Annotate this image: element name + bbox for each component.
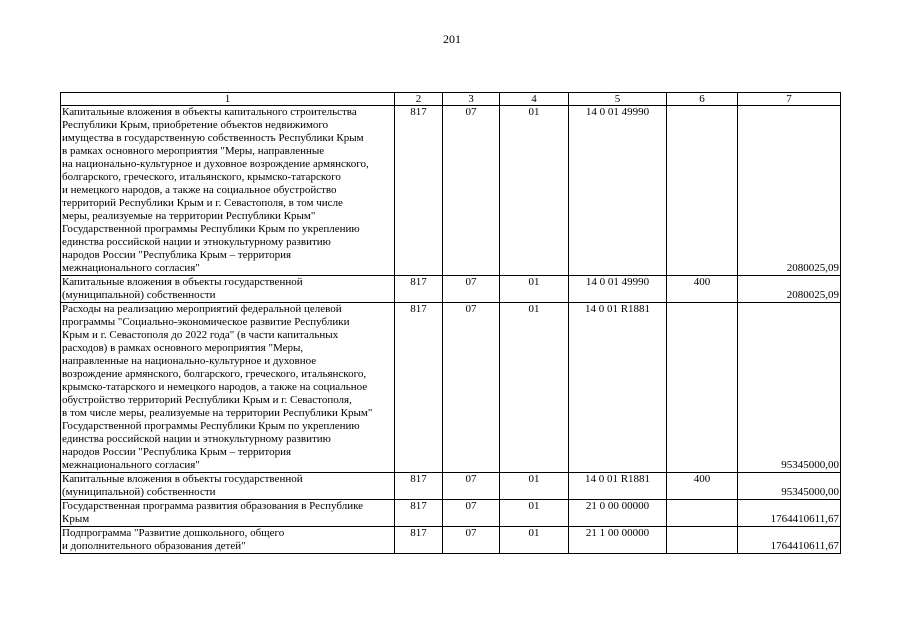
amount-cell: 1764410611,67	[738, 500, 841, 527]
header-cell: 4	[500, 93, 569, 106]
section-code-cell: 07	[443, 303, 500, 473]
section-code-cell: 07	[443, 473, 500, 500]
subsection-code-cell: 01	[500, 473, 569, 500]
ministry-code-cell: 817	[395, 106, 443, 276]
expense-type-cell: 400	[667, 276, 738, 303]
table-row	[61, 106, 841, 276]
expense-type-cell	[667, 500, 738, 527]
table-row	[61, 303, 841, 473]
section-code-cell: 07	[443, 106, 500, 276]
expense-type-cell	[667, 106, 738, 276]
subsection-code-cell: 01	[500, 276, 569, 303]
expense-type-cell	[667, 527, 738, 554]
amount-cell: 2080025,09	[738, 276, 841, 303]
expense-name-cell: Капитальные вложения в объекты государственной (муниципальной) собственности	[61, 473, 395, 500]
expense-type-cell: 400	[667, 473, 738, 500]
header-cell: 6	[667, 93, 738, 106]
ministry-code-cell: 817	[395, 473, 443, 500]
ministry-code-cell: 817	[395, 500, 443, 527]
amount-cell: 95345000,00	[738, 303, 841, 473]
header-cell: 3	[443, 93, 500, 106]
header-cell: 7	[738, 93, 841, 106]
expense-name-cell: Капитальные вложения в объекты капитального строительства Республики Крым, приобретение объектов недвижимого имущества в государственную собственность Республики Крым в рамках основного мероприятия "Меры, направленные на национально-культурное и духовное возрождение армянского, болгарского, греческого, итальянского, крымско-татарского и немецкого народов, а также на социальное обустройство территорий Республики Крым и г. Севастополя, в том числе меры, реализуемые на территории Республики Крым" Государственной программы Республики Крым по укреплению единства российской нации и этнокультурному развитию народов России "Республика Крым – территория межнационального согласия"	[61, 106, 395, 276]
amount-cell: 2080025,09	[738, 106, 841, 276]
target-article-cell: 14 0 01 49990	[569, 276, 667, 303]
header-cell: 1	[61, 93, 395, 106]
target-article-cell: 21 0 00 00000	[569, 500, 667, 527]
target-article-cell: 21 1 00 00000	[569, 527, 667, 554]
amount-cell: 95345000,00	[738, 473, 841, 500]
ministry-code-cell: 817	[395, 527, 443, 554]
table-row	[61, 276, 841, 303]
expense-name-cell: Государственная программа развития образования в Республике Крым	[61, 500, 395, 527]
target-article-cell: 14 0 01 R1881	[569, 473, 667, 500]
table-header-row	[61, 93, 841, 106]
target-article-cell: 14 0 01 R1881	[569, 303, 667, 473]
subsection-code-cell: 01	[500, 106, 569, 276]
subsection-code-cell: 01	[500, 500, 569, 527]
expense-name-cell: Расходы на реализацию мероприятий федеральной целевой программы "Социально-экономическое развитие Республики Крым и г. Севастополя до 2022 года" (в части капитальных расходов) в рамках основного мероприятия "Меры, направленные на национально-культурное и духовное возрождение армянского, болгарского, греческого, итальянского, крымско-татарского и немецкого народов, а также на социальное обустройство территорий Республики Крым и г. Севастополя, в том числе меры, реализуемые на территории Республики Крым" Государственной программы Республики Крым по укреплению единства российской нации и этнокультурному развитию народов России "Республика Крым – территория межнационального согласия"	[61, 303, 395, 473]
section-code-cell: 07	[443, 500, 500, 527]
amount-cell: 1764410611,67	[738, 527, 841, 554]
target-article-cell: 14 0 01 49990	[569, 106, 667, 276]
header-cell: 2	[395, 93, 443, 106]
expense-name-cell: Капитальные вложения в объекты государственной (муниципальной) собственности	[61, 276, 395, 303]
section-code-cell: 07	[443, 276, 500, 303]
expense-type-cell	[667, 303, 738, 473]
expense-name-cell: Подпрограмма "Развитие дошкольного, общего и дополнительного образования детей"	[61, 527, 395, 554]
page-number: 201	[443, 32, 461, 46]
budget-table	[60, 92, 841, 554]
header-cell: 5	[569, 93, 667, 106]
section-code-cell: 07	[443, 527, 500, 554]
table-row	[61, 500, 841, 527]
ministry-code-cell: 817	[395, 303, 443, 473]
subsection-code-cell: 01	[500, 527, 569, 554]
subsection-code-cell: 01	[500, 303, 569, 473]
table-row	[61, 527, 841, 554]
ministry-code-cell: 817	[395, 276, 443, 303]
table-row	[61, 473, 841, 500]
